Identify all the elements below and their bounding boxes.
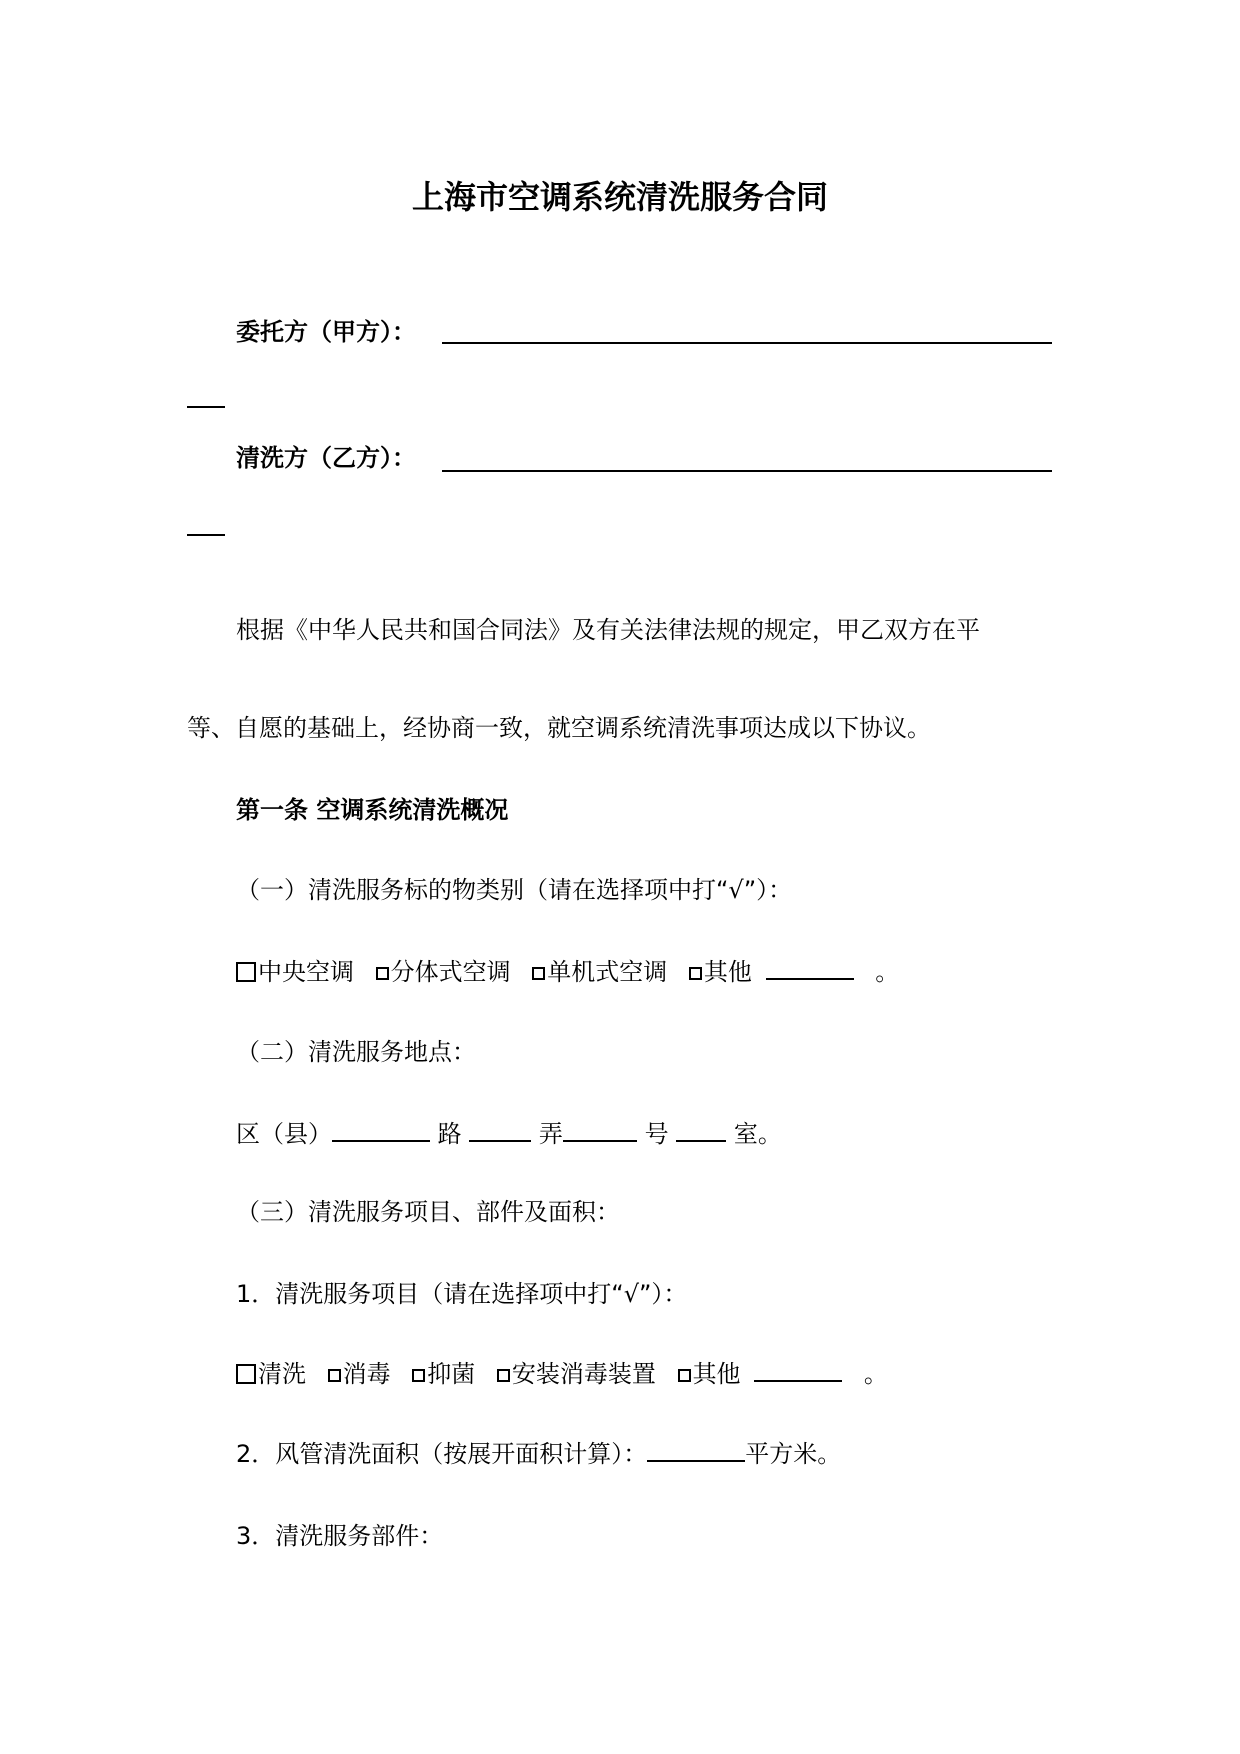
item-3-heading: 3．清洗服务部件：	[236, 1522, 444, 1550]
option-install-disinfection-device: 安装消毒装置	[511, 1360, 656, 1388]
option-antibacterial: 抑菌	[427, 1360, 476, 1388]
item-2-unit: 平方米。	[745, 1440, 842, 1468]
other-category-blank[interactable]	[766, 956, 854, 980]
item-1-heading: 1．清洗服务项目（请在选择项中打“√”）：	[236, 1280, 688, 1308]
address-road-label: 路	[437, 1120, 462, 1148]
service-period: 。	[863, 1360, 888, 1388]
document-title: 上海市空调系统清洗服务合同	[411, 178, 828, 216]
address-room-label: 室。	[733, 1120, 782, 1148]
address-district-label: 区（县）	[236, 1120, 332, 1148]
option-central-ac: 中央空调	[258, 958, 354, 986]
address-lane-label: 弄	[538, 1120, 563, 1148]
number-blank[interactable]	[676, 1118, 726, 1142]
checkbox-antibacterial[interactable]	[412, 1369, 425, 1382]
option-unit-ac: 单机式空调	[547, 958, 668, 986]
checkbox-split-ac[interactable]	[376, 967, 389, 980]
checkbox-other-category[interactable]	[689, 967, 702, 980]
checkbox-install-disinfection-device[interactable]	[497, 1369, 510, 1382]
party-a-label: 委托方（甲方）：	[236, 318, 416, 346]
checkbox-cleaning[interactable]	[236, 1364, 256, 1384]
party-b-blank	[442, 446, 1052, 472]
party-b-label: 清洗方（乙方）：	[236, 444, 416, 472]
preamble-line-2: 等、自愿的基础上，经协商一致，就空调系统清洗事项达成以下协议。	[187, 714, 931, 742]
section-1-heading: （一）清洗服务标的物类别（请在选择项中打“√”）：	[236, 876, 793, 904]
option-other-service: 其他	[692, 1360, 741, 1388]
article-1-title: 第一条 空调系统清洗概况	[236, 796, 509, 824]
category-options-row	[236, 956, 899, 988]
service-options-row	[236, 1358, 888, 1390]
section-3-heading: （三）清洗服务项目、部件及面积：	[236, 1198, 620, 1226]
party-a-blank-continued	[187, 386, 225, 408]
category-period: 。	[875, 958, 900, 986]
item-2-row	[236, 1438, 841, 1470]
option-split-ac: 分体式空调	[390, 958, 511, 986]
section-2-heading: （二）清洗服务地点：	[236, 1038, 476, 1066]
option-cleaning: 清洗	[258, 1360, 306, 1388]
checkbox-other-service[interactable]	[678, 1369, 691, 1382]
other-service-blank[interactable]	[754, 1358, 842, 1382]
checkbox-disinfection[interactable]	[328, 1369, 341, 1382]
address-number-label: 号	[644, 1120, 669, 1148]
checkbox-unit-ac[interactable]	[532, 967, 545, 980]
item-2-text: 2．风管清洗面积（按展开面积计算）：	[236, 1440, 648, 1468]
district-blank[interactable]	[332, 1118, 430, 1142]
address-row	[236, 1118, 782, 1150]
party-a-blank	[442, 318, 1052, 344]
lane-blank[interactable]	[563, 1118, 637, 1142]
duct-area-blank[interactable]	[647, 1438, 745, 1462]
checkbox-central-ac[interactable]	[236, 962, 256, 982]
option-disinfection: 消毒	[342, 1360, 391, 1388]
party-b-blank-continued	[187, 514, 225, 536]
option-other-category: 其他	[703, 958, 752, 986]
road-blank[interactable]	[469, 1118, 531, 1142]
preamble-line-1: 根据《中华人民共和国合同法》及有关法律法规的规定，甲乙双方在平	[236, 616, 980, 644]
